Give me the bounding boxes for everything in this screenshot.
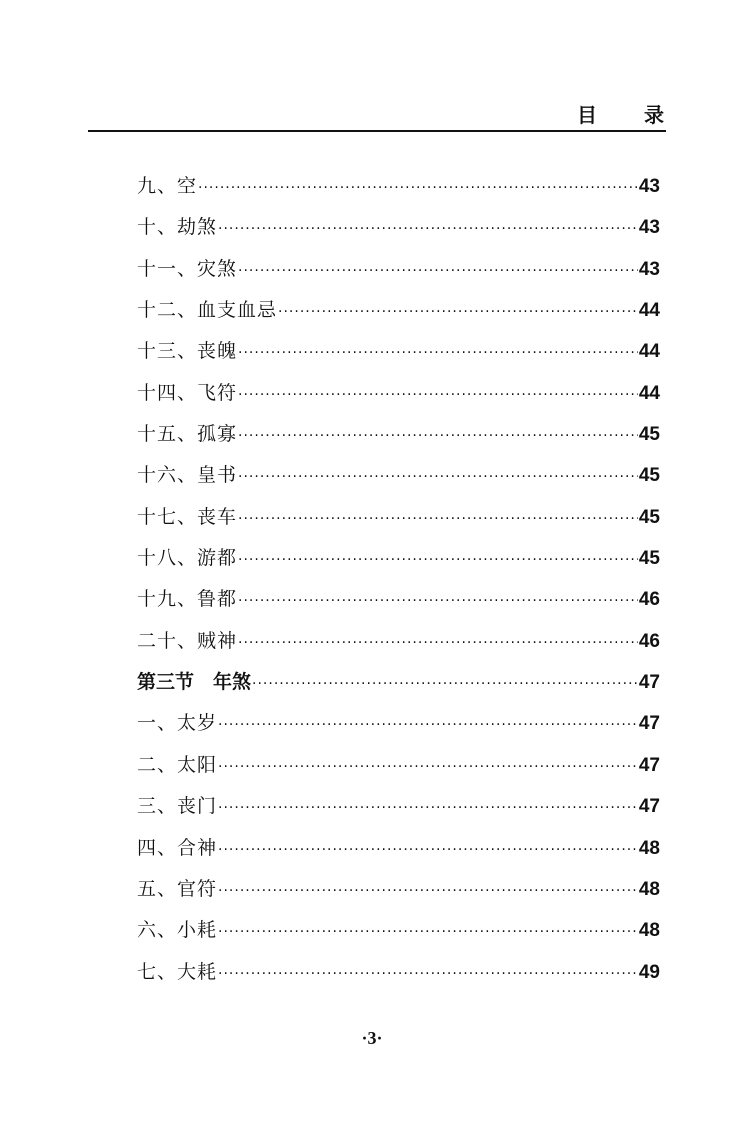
toc-entry-page: 43 [638,217,660,239]
running-header-title: 目 录 [577,103,684,127]
dot-leader [218,830,638,871]
toc-entry-label: 七、大耗 [137,960,218,983]
toc-entry-label: 十、劫煞 [137,216,218,239]
dot-leader [238,540,638,581]
toc-entry[interactable] [137,373,660,414]
toc-entry[interactable] [137,786,660,827]
dot-leader [238,499,638,540]
dot-leader [238,416,638,457]
toc-entry-label: 四、合神 [137,836,218,859]
toc-entry-label: 二十、贼神 [137,629,238,652]
dot-leader [218,705,638,746]
toc-entry-page: 44 [638,382,660,404]
toc-entry-page: 48 [638,920,660,942]
toc-entry-page: 47 [638,796,660,818]
dot-leader [252,664,638,705]
toc-entry[interactable] [137,166,660,207]
toc-entry-page: 49 [638,961,660,983]
page-number: ·3· [361,1028,383,1048]
dot-leader [238,623,638,664]
toc-entry[interactable] [137,290,660,331]
dot-leader [238,581,638,622]
dot-leader [218,788,638,829]
toc-entry-label: 六、小耗 [137,919,218,942]
toc-entry[interactable] [137,910,660,951]
toc-entry-label: 二、太阳 [137,753,218,776]
toc-entry-label: 十七、丧车 [137,505,238,528]
dot-leader [238,333,638,374]
dot-leader [238,375,638,416]
toc-entry-page: 43 [638,176,660,197]
toc-entry[interactable] [137,249,660,290]
toc-entry-label: 十九、鲁都 [137,588,238,611]
toc-entry-page: 45 [638,506,660,528]
toc-entry-label: 十五、孤寡 [137,423,238,446]
toc-entry-page: 48 [638,837,660,859]
toc-entry-label: 十一、灾煞 [137,257,238,280]
toc-entry[interactable] [137,621,660,662]
toc-entry-page: 44 [638,300,660,322]
toc-entry[interactable] [137,952,660,993]
dot-leader [218,871,638,912]
dot-leader [218,209,638,250]
toc-entry[interactable] [137,538,660,579]
toc-entry[interactable] [137,579,660,620]
toc-entry[interactable] [137,869,660,910]
toc-entry-page: 45 [638,548,660,570]
toc-entry-label: 十二、血支血忌 [137,299,278,322]
toc-entry-label: 十八、游都 [137,547,238,570]
toc-entry[interactable] [137,703,660,744]
toc-entry-label: 一、太岁 [137,712,218,735]
toc-entry[interactable] [137,497,660,538]
toc-entry-page: 45 [638,465,660,487]
dot-leader [218,747,638,788]
toc-entry-page: 45 [638,424,660,446]
toc-entry[interactable] [137,414,660,455]
table-of-contents [137,166,660,993]
dot-leader [278,292,638,333]
toc-entry-label: 十三、丧魄 [137,340,238,363]
toc-entry-page: 44 [638,341,660,363]
toc-entry-page: 46 [638,630,660,652]
toc-entry[interactable] [137,207,660,248]
toc-entry-page: 47 [638,672,660,694]
toc-section-label: 第三节 年煞 [137,671,252,694]
dot-leader [198,168,638,209]
toc-entry-page: 47 [638,754,660,776]
toc-entry-page: 43 [638,258,660,280]
toc-entry-label: 十四、飞符 [137,381,238,404]
dot-leader [238,457,638,498]
toc-entry[interactable] [137,331,660,372]
toc-entry-page: 47 [638,713,660,735]
dot-leader [238,251,638,292]
toc-entry-label: 九、空 [137,175,198,197]
toc-section-entry[interactable] [137,662,660,703]
toc-entry[interactable] [137,828,660,869]
toc-entry[interactable] [137,455,660,496]
toc-entry-label: 三、丧门 [137,795,218,818]
header-rule [88,130,666,132]
toc-entry-label: 十六、皇书 [137,464,238,487]
toc-entry[interactable] [137,745,660,786]
toc-entry-page: 46 [638,589,660,611]
toc-entry-page: 48 [638,878,660,900]
dot-leader [218,912,638,953]
toc-entry-label: 五、官符 [137,877,218,900]
dot-leader [218,954,638,995]
